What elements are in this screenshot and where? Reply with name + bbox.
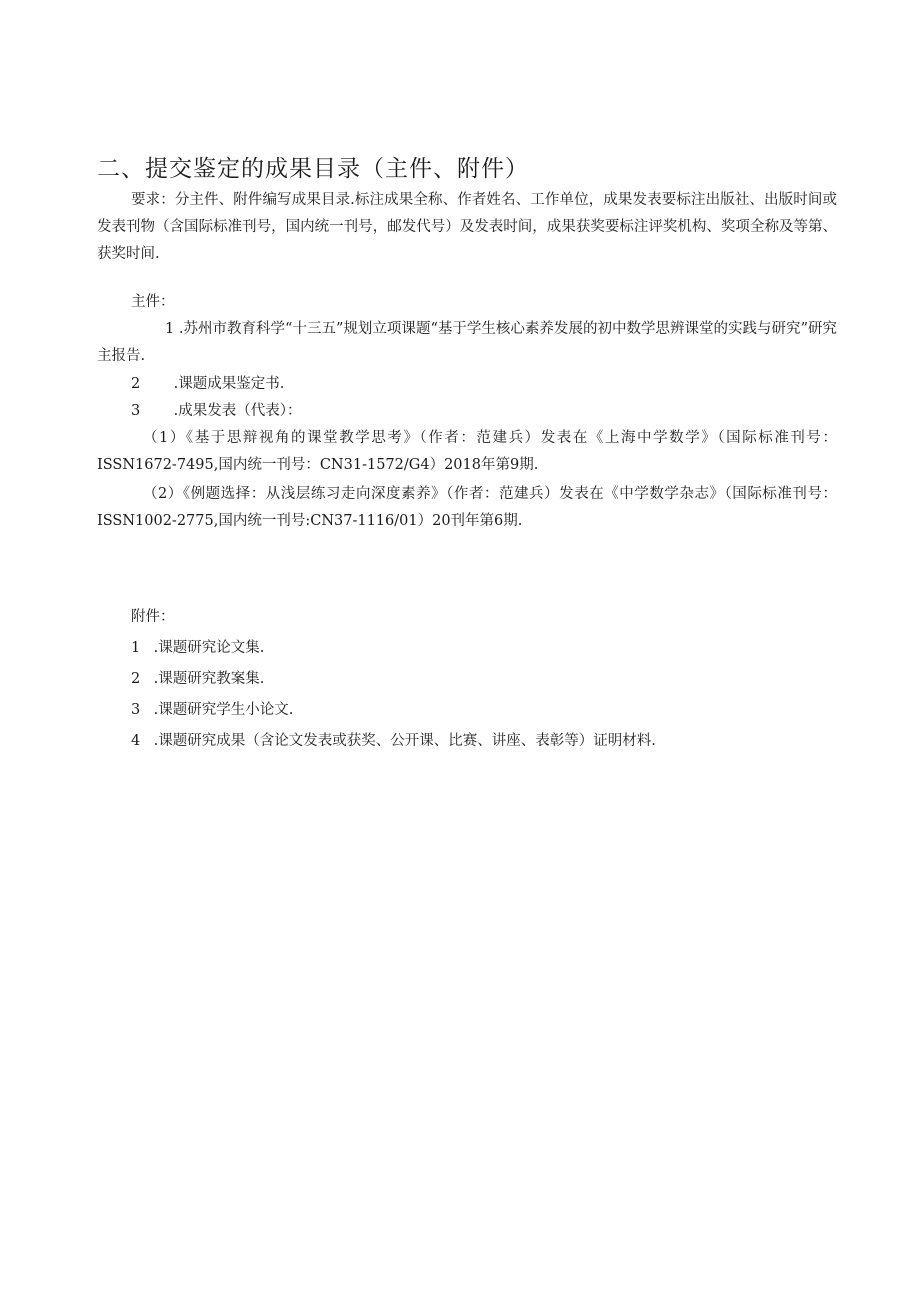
- main-item-3-text: .成果发表（代表）：: [173, 403, 302, 419]
- attachment-item-1-number: 1: [131, 640, 141, 656]
- attachment-item-3: [131, 697, 293, 724]
- main-item-3-number: 3: [131, 403, 141, 419]
- attachment-item-3-text: .课题研究学生小论文.: [153, 702, 294, 718]
- main-item-2-number: 2: [131, 376, 141, 392]
- attachment-item-2-text: .课题研究教案集.: [153, 671, 265, 687]
- attachment-item-1-text: .课题研究论文集.: [153, 640, 265, 656]
- main-item-3: [131, 398, 301, 425]
- attachment-item-2: [131, 666, 264, 693]
- publication-2: （2）《例题选择：从浅层练习走向深度素养》（作者：范建兵）发表在《中学数学杂志》（国际标准刊号：ISSN1002-2775,国内统一刊号:CN37-1116/01）20刊年第6期.: [97, 486, 837, 529]
- section-title: 二、提交鉴定的成果目录（主件、附件）: [97, 156, 529, 182]
- requirement-paragraph: 要求：分主件、附件编写成果目录.标注成果全称、作者姓名、工作单位，成果发表要标注出版社、出版时间或发表刊物（含国际标准刊号，国内统一刊号，邮发代号）及发表时间，成果获奖要标注评奖机构、奖项全称及等第、获奖时间.: [97, 192, 837, 262]
- main-item-2-text: .课题成果鉴定书.: [173, 376, 285, 392]
- attachments-label: 附件：: [131, 609, 175, 625]
- main-item-1-text: .苏州市教育科学“十三五”规划立项课题“基于学生核心素养发展的初中数学思辨课堂的实践与研究”研究主报告.: [97, 321, 837, 364]
- main-label: 主件：: [131, 294, 175, 310]
- main-item-1-number: 1: [165, 321, 175, 337]
- attachment-item-4: [131, 728, 656, 755]
- attachment-item-4-text: .课题研究成果（含论文发表或获奖、公开课、比赛、讲座、表彰等）证明材料.: [153, 733, 656, 749]
- publication-1: （1）《基于思辩视角的课堂教学思考》（作者：范建兵）发表在《上海中学数学》（国际标准刊号：ISSN1672-7495,国内统一刊号：CN31-1572/G4）2018年第9期.: [97, 430, 837, 473]
- attachment-item-4-number: 4: [131, 733, 141, 749]
- attachment-item-3-number: 3: [131, 702, 141, 718]
- attachment-item-2-number: 2: [131, 671, 141, 687]
- main-item-1: [97, 316, 837, 370]
- attachment-item-1: [131, 635, 264, 662]
- main-item-2: [131, 371, 284, 398]
